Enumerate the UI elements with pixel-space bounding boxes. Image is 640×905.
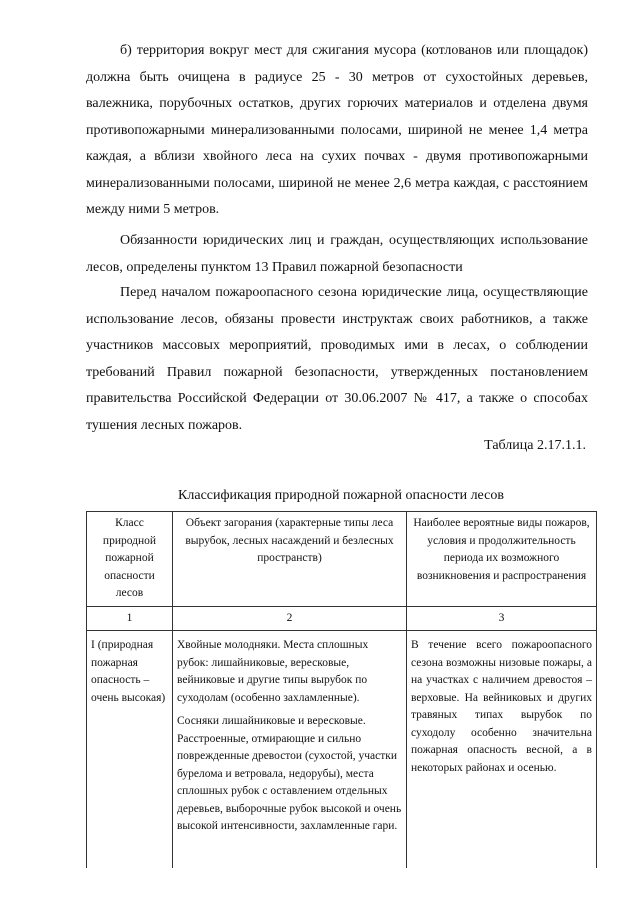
paragraph-burning-sites: б) территория вокруг мест для сжигания мусора (котлованов или площадок) должна быть очищена в радиусе 25 - 30 метров от сухостойных деревьев, валежника, порубочных остатков, других горючих материалов и отделена двумя противопожарными минерализованными полосами, шириной не менее 1,4 метра каждая, а вблизи хвойного леса на сухих почвах - двумя противопожарными минерализованными полосами, шириной не менее 2,6 метра каждая, с расстоянием между ними 5 метров. xyxy=(86,43,588,217)
paragraph-obligations: Обязанности юридических лиц и граждан, осуществляющих использование лесов, определены пунктом 13 Правил пожарной безопасности xyxy=(86,233,588,275)
table-number: Таблица 2.17.1.1. xyxy=(484,438,586,453)
object-pine-stands: Сосняки лишайниковые и вересковые. Расстроенные, отмирающие и сильно поврежденные древостои (сухостой, участки бурелома и ветровала, недорубы), места сплошных рубок с оставлением отдельных деревьев, выборочные рубок высокой и очень высокой интенсивности, захламленные гари. xyxy=(177,715,402,832)
table-title: Классификация природной пожарной опасности лесов xyxy=(178,488,504,503)
header-object: Объект загорания (характерные типы леса вырубок, лесных насаждений и безлесных пространств) xyxy=(173,512,407,607)
header-fire-types: Наиболее вероятные виды пожаров, условия и продолжительность периода их возможного возникновения и распространения xyxy=(407,512,597,607)
cell-class-i: I (природная пожарная опасность – очень высокая) xyxy=(87,631,173,869)
header-class: Класс природной пожарной опасности лесов xyxy=(87,512,173,607)
cell-object xyxy=(173,631,407,869)
table-row xyxy=(87,631,597,869)
cell-fire-types: В течение всего пожароопасного сезона возможны низовые пожары, а на участках с наличием древостоя – верховые. На вейниковых и других травяных типах вырубок по суходолу особенно значительна пожарная опасность весной, а в некоторых районах и осенью. xyxy=(407,631,597,869)
column-number-2: 2 xyxy=(173,606,407,631)
column-number-3: 3 xyxy=(407,606,597,631)
table-header-row xyxy=(87,512,597,607)
paragraph-instruction: Перед началом пожароопасного сезона юридические лица, осуществляющие использование лесов, обязаны провести инструктаж своих работников, а также участников массовых мероприятий, проводимых ими в лесах, о соблюдении требований Правил пожарной безопасности, утвержденных постановлением правительства Российской Федерации от 30.06.2007 № 417, а также о способах тушения лесных пожаров. xyxy=(86,285,588,433)
fire-danger-classification-table xyxy=(86,511,597,868)
table-number-row xyxy=(87,606,597,631)
column-number-1: 1 xyxy=(87,606,173,631)
object-young-conifers: Хвойные молодняки. Места сплошных рубок: лишайниковые, вересковые, вейниковые и другие типы вырубок по суходолам (особенно захламленные). xyxy=(177,639,369,704)
